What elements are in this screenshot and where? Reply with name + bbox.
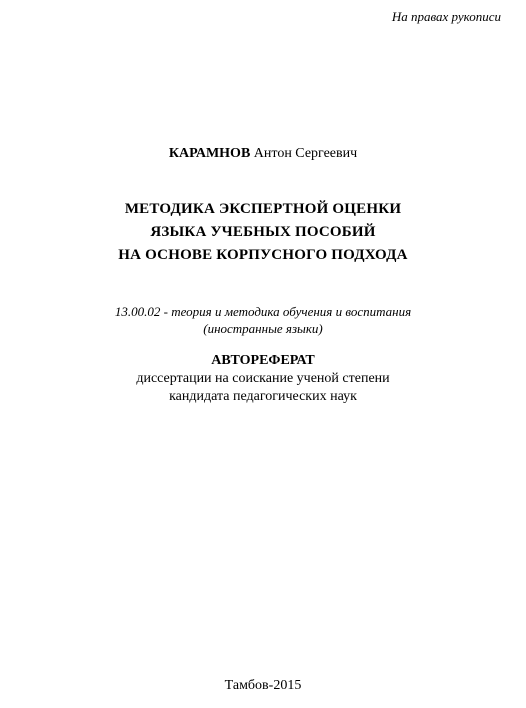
title-line: ЯЗЫКА УЧЕБНЫХ ПОСОБИЙ <box>150 224 376 240</box>
abstract-heading: АВТОРЕФЕРАТ <box>211 353 315 368</box>
title-line: НА ОСНОВЕ КОРПУСНОГО ПОДХОДА <box>118 247 408 263</box>
author-given-names: Антон Сергеевич <box>253 146 358 161</box>
dissertation-title <box>0 198 526 267</box>
abstract-degree-line: кандидата педагогических наук <box>169 389 357 404</box>
rights-note: На правах рукописи <box>391 9 501 24</box>
author-surname: КАРАМНОВ <box>168 146 251 161</box>
author-name <box>0 146 526 162</box>
specialty-field-line: (иностранные языки) <box>203 321 323 336</box>
place-year: Тамбов-2015 <box>224 678 302 693</box>
abstract-block <box>0 352 526 406</box>
specialty-code-line: 13.00.02 - теория и методика обучения и воспитания <box>114 304 412 319</box>
abstract-description-line: диссертации на соискание ученой степени <box>136 371 390 386</box>
title-line: МЕТОДИКА ЭКСПЕРТНОЙ ОЦЕНКИ <box>124 201 402 217</box>
specialty-block <box>0 303 526 337</box>
